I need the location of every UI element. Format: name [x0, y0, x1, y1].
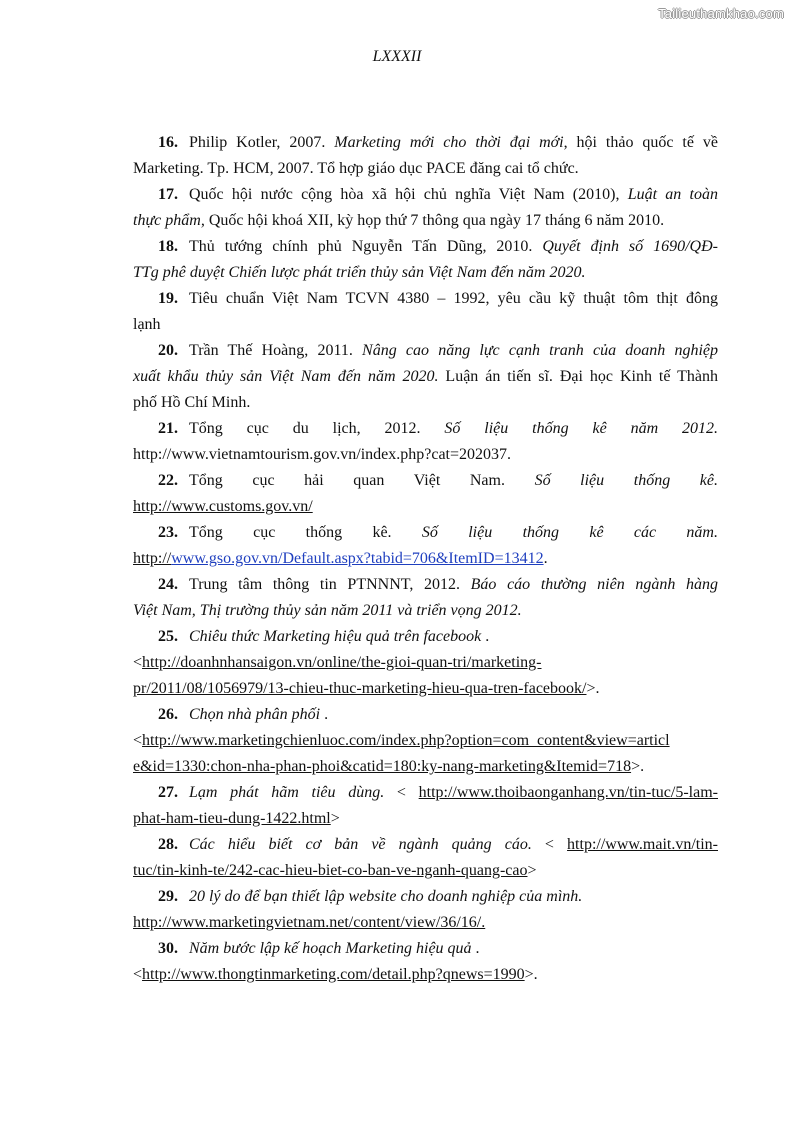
- reference-text: <: [133, 966, 143, 983]
- reference-title: Nâng cao năng lực cạnh tranh của doanh nghiệp: [362, 342, 719, 359]
- reference-text: >: [330, 810, 340, 827]
- reference-text: Luận án tiến sĩ. Đại học Kinh tế Thành: [438, 368, 718, 385]
- reference-title: Marketing mới cho thời đại mới: [334, 134, 564, 151]
- reference-link[interactable]: phat-ham-tieu-dung-1422.html: [133, 810, 331, 827]
- reference-item-27: [133, 780, 718, 832]
- reference-text: >.: [631, 758, 645, 775]
- page-number: LXXXII: [372, 48, 422, 65]
- reference-item-17: [133, 182, 718, 234]
- reference-item-29: [133, 884, 718, 936]
- reference-number: 20.: [158, 342, 178, 359]
- reference-title: Quyết định số 1690/QĐ-: [542, 238, 718, 255]
- reference-title: Việt Nam, Thị trường thủy sản năm 2011 và triển vọng 2012.: [133, 602, 522, 619]
- reference-text: .: [481, 628, 490, 645]
- reference-text: .: [543, 550, 548, 567]
- reference-number: 26.: [158, 706, 178, 723]
- reference-number: 23.: [158, 524, 178, 541]
- reference-number: 21.: [158, 420, 178, 437]
- reference-number: 27.: [158, 784, 178, 801]
- reference-item-30: [133, 936, 718, 988]
- reference-text: Tổng cục du lịch, 2012.: [189, 420, 445, 437]
- reference-number: 16.: [158, 134, 178, 151]
- reference-number: 28.: [158, 836, 178, 853]
- reference-number: 25.: [158, 628, 178, 645]
- reference-link[interactable]: http://www.customs.gov.vn/: [133, 498, 313, 515]
- reference-title: Chọn nhà phân phối: [189, 706, 321, 723]
- reference-link[interactable]: tuc/tin-kinh-te/242-cac-hieu-biet-co-ban-ve-nganh-quang-cao: [133, 862, 528, 879]
- reference-text: >.: [524, 966, 538, 983]
- reference-link[interactable]: www.gso.gov.vn/Default.aspx?tabid=706&ItemID=13412: [171, 550, 544, 567]
- reference-text: .: [471, 940, 480, 957]
- reference-item-26: [133, 702, 718, 780]
- reference-title: Báo cáo thường niên ngành hàng: [470, 576, 718, 593]
- reference-text: .: [320, 706, 329, 723]
- reference-text: Thủ tướng chính phủ Nguyễn Tấn Dũng, 2010.: [189, 238, 543, 255]
- reference-link[interactable]: http://www.thoibaonganhang.vn/tin-tuc/5-lam-: [418, 784, 718, 801]
- reference-text: Trần Thế Hoàng, 2011.: [189, 342, 363, 359]
- reference-number: 17.: [158, 186, 178, 203]
- reference-text: Quốc hội nước cộng hòa xã hội chủ nghĩa Việt Nam (2010),: [189, 186, 628, 203]
- reference-title: TTg phê duyệt Chiến lược phát triển thủy sản Việt Nam đến năm 2020.: [133, 264, 586, 281]
- reference-text: phố Hồ Chí Minh.: [133, 394, 251, 411]
- reference-link[interactable]: pr/2011/08/1056979/13-chieu-thuc-marketing-hieu-qua-tren-facebook/: [133, 680, 587, 697]
- reference-title: Năm bước lập kế hoạch Marketing hiệu quả: [189, 940, 472, 957]
- reference-text: Trung tâm thông tin PTNNNT, 2012.: [189, 576, 471, 593]
- reference-link[interactable]: http://www.mait.vn/tin-: [567, 836, 718, 853]
- reference-link[interactable]: http://www.marketingchienluoc.com/index.php?option=com_content&view=articl: [142, 732, 670, 749]
- reference-link[interactable]: http://www.marketingvietnam.net/content/view/36/16/.: [133, 914, 486, 931]
- reference-title: Số liệu thống kê các năm.: [421, 524, 718, 541]
- reference-text: Philip Kotler, 2007.: [189, 134, 335, 151]
- reference-list: [133, 130, 718, 988]
- reference-url: http://www.vietnamtourism.gov.vn/index.php?cat=202037.: [133, 446, 512, 463]
- reference-link[interactable]: http://www.thongtinmarketing.com/detail.php?qnews=1990: [142, 966, 525, 983]
- reference-item-24: [133, 572, 718, 624]
- reference-item-16: [133, 130, 718, 182]
- reference-link[interactable]: e&id=1330:chon-nha-phan-phoi&catid=180:ky-nang-marketing&Itemid=718: [133, 758, 632, 775]
- reference-text: Quốc hội khoá XII, kỳ họp thứ 7 thông qua ngày 17 tháng 6 năm 2010.: [204, 212, 665, 229]
- reference-number: 30.: [158, 940, 178, 957]
- reference-title: 20 lý do để bạn thiết lập website cho doanh nghiệp của mình.: [189, 888, 583, 905]
- reference-title: thực phẩm,: [133, 212, 205, 229]
- reference-title: Số liệu thống kê năm 2012.: [444, 420, 718, 437]
- reference-text: Tổng cục thống kê.: [189, 524, 422, 541]
- reference-number: 19.: [158, 290, 178, 307]
- reference-text: <: [531, 836, 568, 853]
- reference-text: , hội thảo quốc tế về: [563, 134, 719, 151]
- reference-number: 29.: [158, 888, 178, 905]
- reference-title: Luật an toàn: [627, 186, 718, 203]
- reference-text: >: [527, 862, 537, 879]
- reference-item-19: [133, 286, 718, 338]
- reference-link[interactable]: http://doanhnhansaigon.vn/online/the-gioi-quan-tri/marketing-: [142, 654, 542, 671]
- reference-text: <: [133, 732, 143, 749]
- reference-link-prefix[interactable]: http://: [133, 550, 172, 567]
- reference-number: 22.: [158, 472, 178, 489]
- reference-text: Tiêu chuẩn Việt Nam TCVN 4380 – 1992, yêu cầu kỹ thuật tôm thịt đông: [189, 290, 718, 307]
- reference-item-20: [133, 338, 718, 416]
- reference-item-23: [133, 520, 718, 572]
- reference-title: Lạm phát hãm tiêu dùng.: [189, 784, 385, 801]
- reference-item-25: [133, 624, 718, 702]
- reference-text: >.: [586, 680, 600, 697]
- reference-number: 18.: [158, 238, 178, 255]
- reference-text: <: [384, 784, 419, 801]
- reference-item-28: [133, 832, 718, 884]
- reference-title: Các hiểu biết cơ bản về ngành quảng cáo.: [189, 836, 532, 853]
- reference-item-22: [133, 468, 718, 520]
- reference-text: <: [133, 654, 143, 671]
- reference-item-21: [133, 416, 718, 468]
- reference-text: Tổng cục hải quan Việt Nam.: [189, 472, 535, 489]
- reference-text: lạnh: [133, 316, 161, 333]
- reference-title: xuất khẩu thủy sản Việt Nam đến năm 2020.: [133, 368, 439, 385]
- reference-number: 24.: [158, 576, 178, 593]
- reference-text: Marketing. Tp. HCM, 2007. Tổ hợp giáo dục PACE đăng cai tổ chức.: [133, 160, 579, 177]
- reference-title: Số liệu thống kê.: [534, 472, 718, 489]
- reference-item-18: [133, 234, 718, 286]
- watermark-text: Tailieuthamkhao.com: [658, 6, 784, 21]
- reference-title: Chiêu thức Marketing hiệu quả trên facebook: [189, 628, 482, 645]
